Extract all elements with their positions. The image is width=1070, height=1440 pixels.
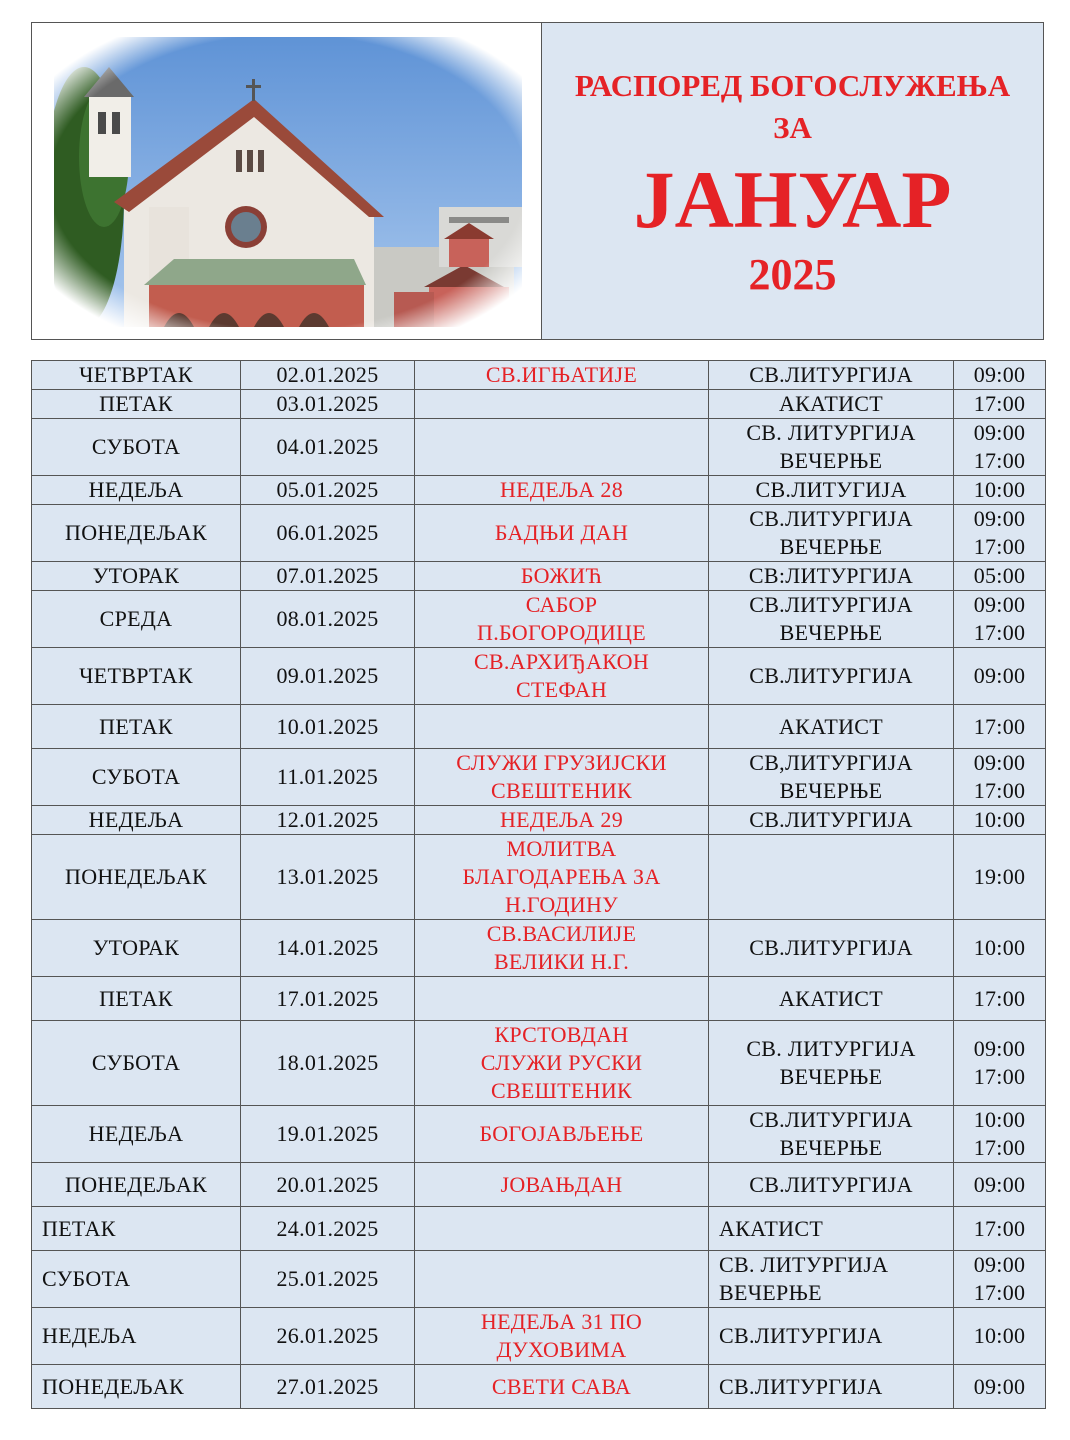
time-cell [954, 1021, 1046, 1106]
service-cell [709, 1365, 954, 1409]
service-text: СВ:ЛИТУРГИЈА [748, 563, 914, 588]
date-text: 26.01.2025 [276, 1323, 379, 1348]
feast-text: П.БОГОРОДИЦЕ [477, 620, 646, 645]
header-box [31, 22, 1044, 340]
service-text: АКАТИСТ [778, 391, 884, 416]
day-text: СУБОТА [91, 1050, 181, 1075]
day-cell [32, 1021, 241, 1106]
time-text: 09:00 [973, 592, 1026, 617]
day-cell [32, 749, 241, 806]
day-text: УТОРАК [92, 935, 180, 960]
time-text: 19:00 [973, 864, 1026, 889]
day-text: ПЕТАК [99, 391, 173, 416]
feast-cell [415, 1163, 709, 1207]
date-cell [241, 1163, 415, 1207]
schedule-row [32, 1207, 1046, 1251]
feast-cell [415, 648, 709, 705]
day-cell [32, 1106, 241, 1163]
feast-text: САБОР [525, 592, 598, 617]
feast-cell [415, 749, 709, 806]
schedule-body [32, 361, 1046, 1409]
time-text: 09:00 [973, 1373, 1026, 1399]
time-cell [954, 1308, 1046, 1365]
feast-cell [415, 505, 709, 562]
feast-cell [415, 920, 709, 977]
date-cell [241, 835, 415, 920]
service-text: ВЕЧЕРЊЕ [779, 448, 883, 473]
service-text: АКАТИСТ [719, 1215, 824, 1241]
schedule-row [32, 562, 1046, 591]
schedule-row [32, 835, 1046, 920]
time-cell [954, 920, 1046, 977]
schedule-row [32, 476, 1046, 505]
schedule-row [32, 1251, 1046, 1308]
day-cell [32, 1308, 241, 1365]
date-text: 19.01.2025 [276, 1121, 379, 1146]
date-cell [241, 419, 415, 476]
date-text: 13.01.2025 [276, 864, 379, 889]
feast-text: ВЕЛИКИ Н.Г. [493, 949, 630, 974]
service-text: СВ,ЛИТУРГИЈА [749, 750, 913, 775]
feast-cell [415, 705, 709, 749]
time-text: 17:00 [973, 448, 1026, 473]
month-title: ЈАНУАР [633, 154, 952, 245]
time-cell [954, 390, 1046, 419]
feast-cell [415, 419, 709, 476]
day-text: УТОРАК [92, 563, 180, 588]
time-text: 17:00 [973, 1215, 1026, 1241]
service-cell [709, 1106, 954, 1163]
service-cell [709, 1207, 954, 1251]
date-cell [241, 806, 415, 835]
feast-cell [415, 390, 709, 419]
date-text: 27.01.2025 [276, 1373, 379, 1399]
service-cell [709, 476, 954, 505]
day-cell [32, 1251, 241, 1308]
time-cell [954, 705, 1046, 749]
time-cell [954, 361, 1046, 390]
feast-text: СВ.АРХИЂАКОН [473, 649, 650, 674]
date-text: 11.01.2025 [276, 764, 379, 789]
title-line-1: РАСПОРЕД БОГОСЛУЖЕЊА [574, 68, 1011, 103]
time-text: 17:00 [973, 391, 1026, 416]
schedule-row [32, 361, 1046, 390]
service-text: ВЕЧЕРЊЕ [779, 1064, 883, 1089]
day-text: СУБОТА [42, 1266, 131, 1291]
feast-text: ЈОВАЊДАН [500, 1171, 623, 1197]
day-text: НЕДЕЉА [88, 807, 184, 832]
service-cell [709, 361, 954, 390]
feast-text: НЕДЕЉА 31 ПО [480, 1309, 643, 1334]
feast-cell [415, 1021, 709, 1106]
time-text: 05:00 [973, 563, 1026, 588]
title-cell [542, 23, 1043, 339]
date-cell [241, 1365, 415, 1409]
day-text: ПОНЕДЕЉАК [42, 1373, 184, 1399]
service-text: ВЕЧЕРЊЕ [779, 778, 883, 803]
date-cell [241, 562, 415, 591]
feast-cell [415, 1106, 709, 1163]
feast-text: СТЕФАН [515, 677, 608, 702]
date-text: 10.01.2025 [276, 713, 379, 739]
service-cell [709, 1163, 954, 1207]
day-text: ПОНЕДЕЉАК [65, 864, 207, 889]
date-cell [241, 977, 415, 1021]
feast-cell [415, 591, 709, 648]
service-text: ВЕЧЕРЊЕ [779, 620, 883, 645]
date-cell [241, 505, 415, 562]
time-text: 17:00 [973, 620, 1026, 645]
day-text: СУБОТА [91, 764, 181, 789]
day-cell [32, 505, 241, 562]
feast-cell [415, 977, 709, 1021]
time-text: 09:00 [973, 506, 1026, 531]
feast-text: СЛУЖИ ГРУЗИЈСКИ [456, 750, 667, 775]
day-text: НЕДЕЉА [88, 1121, 184, 1146]
time-text: 10:00 [973, 935, 1026, 960]
service-text: СВ.ЛИТУГИЈА [755, 477, 907, 502]
service-cell [709, 1251, 954, 1308]
service-cell [709, 648, 954, 705]
service-cell [709, 920, 954, 977]
date-text: 04.01.2025 [276, 434, 379, 459]
day-text: ЧЕТВРТАК [79, 663, 193, 688]
service-text: СВ.ЛИТУРГИЈА [749, 506, 913, 531]
date-cell [241, 390, 415, 419]
time-text: 10:00 [973, 1323, 1026, 1348]
day-text: ПЕТАК [99, 985, 173, 1011]
service-cell [709, 705, 954, 749]
service-cell [709, 419, 954, 476]
day-text: ПОНЕДЕЉАК [65, 1171, 207, 1197]
date-text: 05.01.2025 [276, 477, 379, 502]
date-cell [241, 1251, 415, 1308]
time-text: 09:00 [973, 663, 1026, 688]
time-cell [954, 562, 1046, 591]
feast-text: КРСТОВДАН [494, 1022, 629, 1047]
date-text: 06.01.2025 [276, 520, 379, 545]
day-cell [32, 562, 241, 591]
date-text: 24.01.2025 [276, 1215, 379, 1241]
schedule-row [32, 390, 1046, 419]
service-cell [709, 390, 954, 419]
feast-text: БЛАГОДАРЕЊА ЗА [462, 864, 661, 889]
day-cell [32, 806, 241, 835]
time-text: 17:00 [973, 985, 1026, 1011]
date-cell [241, 1106, 415, 1163]
feast-cell [415, 1207, 709, 1251]
day-cell [32, 476, 241, 505]
feast-text: БАДЊИ ДАН [494, 520, 629, 545]
date-text: 12.01.2025 [276, 807, 379, 832]
date-text: 02.01.2025 [276, 362, 379, 387]
feast-text: ДУХОВИМА [496, 1337, 627, 1362]
service-text: АКАТИСТ [778, 985, 884, 1011]
time-text: 09:00 [973, 1252, 1026, 1277]
feast-cell [415, 361, 709, 390]
schedule-row [32, 648, 1046, 705]
time-text: 17:00 [973, 778, 1026, 803]
day-text: ПЕТАК [99, 713, 173, 739]
service-cell [709, 977, 954, 1021]
feast-cell [415, 806, 709, 835]
date-text: 14.01.2025 [276, 935, 379, 960]
service-text: СВ. ЛИТУРГИЈА [746, 1036, 916, 1061]
time-cell [954, 835, 1046, 920]
date-text: 09.01.2025 [276, 663, 379, 688]
time-cell [954, 591, 1046, 648]
day-cell [32, 419, 241, 476]
service-cell [709, 806, 954, 835]
schedule-row [32, 419, 1046, 476]
time-text: 10:00 [973, 1107, 1026, 1132]
date-cell [241, 476, 415, 505]
day-cell [32, 648, 241, 705]
service-text: СВ.ЛИТУРГИЈА [719, 1323, 883, 1348]
time-cell [954, 1207, 1046, 1251]
schedule-row [32, 1365, 1046, 1409]
day-cell [32, 1207, 241, 1251]
day-cell [32, 1365, 241, 1409]
service-cell [709, 749, 954, 806]
date-cell [241, 705, 415, 749]
schedule-row [32, 591, 1046, 648]
title-line-2: ЗА [773, 110, 812, 145]
day-text: ПОНЕДЕЉАК [65, 520, 207, 545]
schedule-row [32, 1106, 1046, 1163]
schedule-row [32, 920, 1046, 977]
service-cell [709, 505, 954, 562]
schedule-row [32, 505, 1046, 562]
service-cell [709, 1308, 954, 1365]
feast-text: НЕДЕЉА 29 [499, 807, 624, 832]
feast-text: БОЖИЋ [520, 563, 603, 588]
time-cell [954, 977, 1046, 1021]
service-text: ВЕЧЕРЊЕ [779, 1135, 883, 1160]
time-text: 09:00 [973, 750, 1026, 775]
time-cell [954, 1251, 1046, 1308]
service-text: СВ. ЛИТУРГИЈА [719, 1252, 889, 1277]
date-cell [241, 361, 415, 390]
service-text: СВ.ЛИТУРГИЈА [749, 592, 913, 617]
date-cell [241, 591, 415, 648]
date-cell [241, 1308, 415, 1365]
feast-text: НЕДЕЉА 28 [499, 477, 624, 502]
day-cell [32, 1163, 241, 1207]
day-cell [32, 705, 241, 749]
service-text: СВ.ЛИТУРГИЈА [749, 362, 913, 387]
date-text: 03.01.2025 [276, 391, 379, 416]
time-cell [954, 806, 1046, 835]
feast-text: МОЛИТВА [506, 836, 617, 861]
service-text: СВ.ЛИТУРГИЈА [749, 1171, 913, 1197]
time-cell [954, 648, 1046, 705]
schedule-row [32, 1021, 1046, 1106]
service-text: СВ.ЛИТУРГИЈА [749, 663, 913, 688]
time-text: 10:00 [973, 477, 1026, 502]
feast-text: Н.ГОДИНУ [504, 892, 619, 917]
date-cell [241, 1207, 415, 1251]
service-text: СВ.ЛИТУРГИЈА [719, 1373, 883, 1399]
time-text: 09:00 [973, 1171, 1026, 1197]
feast-text: СВ.ИГЊАТИЈЕ [485, 362, 638, 387]
time-cell [954, 1163, 1046, 1207]
service-cell [709, 562, 954, 591]
date-cell [241, 749, 415, 806]
date-text: 07.01.2025 [276, 563, 379, 588]
time-text: 17:00 [973, 713, 1026, 739]
time-cell [954, 505, 1046, 562]
day-text: ЧЕТВРТАК [79, 362, 193, 387]
time-text: 17:00 [973, 534, 1026, 559]
day-cell [32, 591, 241, 648]
date-text: 25.01.2025 [276, 1266, 379, 1291]
schedule-row [32, 1163, 1046, 1207]
schedule-table [31, 360, 1046, 1409]
time-text: 17:00 [973, 1280, 1026, 1305]
feast-text: СВЕТИ САВА [491, 1373, 632, 1399]
feast-text: СВЕШТЕНИК [490, 1078, 632, 1103]
church-photo [54, 37, 522, 327]
day-cell [32, 390, 241, 419]
time-text: 17:00 [973, 1135, 1026, 1160]
feast-cell [415, 835, 709, 920]
schedule-row [32, 806, 1046, 835]
date-text: 18.01.2025 [276, 1050, 379, 1075]
day-cell [32, 920, 241, 977]
day-text: НЕДЕЉА [88, 477, 184, 502]
schedule-row [32, 1308, 1046, 1365]
service-text: ВЕЧЕРЊЕ [719, 1280, 822, 1305]
schedule-row [32, 977, 1046, 1021]
date-cell [241, 648, 415, 705]
service-text: СВ.ЛИТУРГИЈА [749, 1107, 913, 1132]
service-cell [709, 591, 954, 648]
day-cell [32, 835, 241, 920]
day-cell [32, 977, 241, 1021]
time-cell [954, 749, 1046, 806]
feast-text: СЛУЖИ РУСКИ [480, 1050, 643, 1075]
time-text: 10:00 [973, 807, 1026, 832]
service-text: СВ. ЛИТУРГИЈА [746, 420, 916, 445]
date-cell [241, 1021, 415, 1106]
time-text: 09:00 [973, 1036, 1026, 1061]
date-cell [241, 920, 415, 977]
time-cell [954, 1106, 1046, 1163]
day-text: НЕДЕЉА [42, 1323, 137, 1348]
feast-cell [415, 476, 709, 505]
time-text: 09:00 [973, 420, 1026, 445]
schedule-row [32, 749, 1046, 806]
time-text: 17:00 [973, 1064, 1026, 1089]
day-text: СРЕДА [99, 606, 173, 631]
time-cell [954, 419, 1046, 476]
service-text: ВЕЧЕРЊЕ [779, 534, 883, 559]
schedule-row [32, 705, 1046, 749]
date-text: 20.01.2025 [276, 1171, 379, 1197]
time-cell [954, 476, 1046, 505]
feast-cell [415, 1308, 709, 1365]
day-text: СУБОТА [91, 434, 181, 459]
service-text: СВ.ЛИТУРГИЈА [749, 807, 913, 832]
feast-cell [415, 1251, 709, 1308]
feast-text: БОГОЈАВЉЕЊЕ [479, 1121, 644, 1146]
photo-cell [32, 23, 542, 339]
year-title: 2025 [748, 250, 837, 299]
feast-text: СВ.ВАСИЛИЈЕ [486, 921, 637, 946]
service-cell [709, 1021, 954, 1106]
day-text: ПЕТАК [42, 1215, 116, 1241]
feast-cell [415, 562, 709, 591]
feast-cell [415, 1365, 709, 1409]
service-cell [709, 835, 954, 920]
service-text: АКАТИСТ [778, 713, 884, 739]
time-text: 09:00 [973, 362, 1026, 387]
time-cell [954, 1365, 1046, 1409]
service-text: СВ.ЛИТУРГИЈА [749, 935, 913, 960]
date-text: 08.01.2025 [276, 606, 379, 631]
feast-text: СВЕШТЕНИК [490, 778, 632, 803]
date-text: 17.01.2025 [276, 985, 379, 1011]
day-cell [32, 361, 241, 390]
